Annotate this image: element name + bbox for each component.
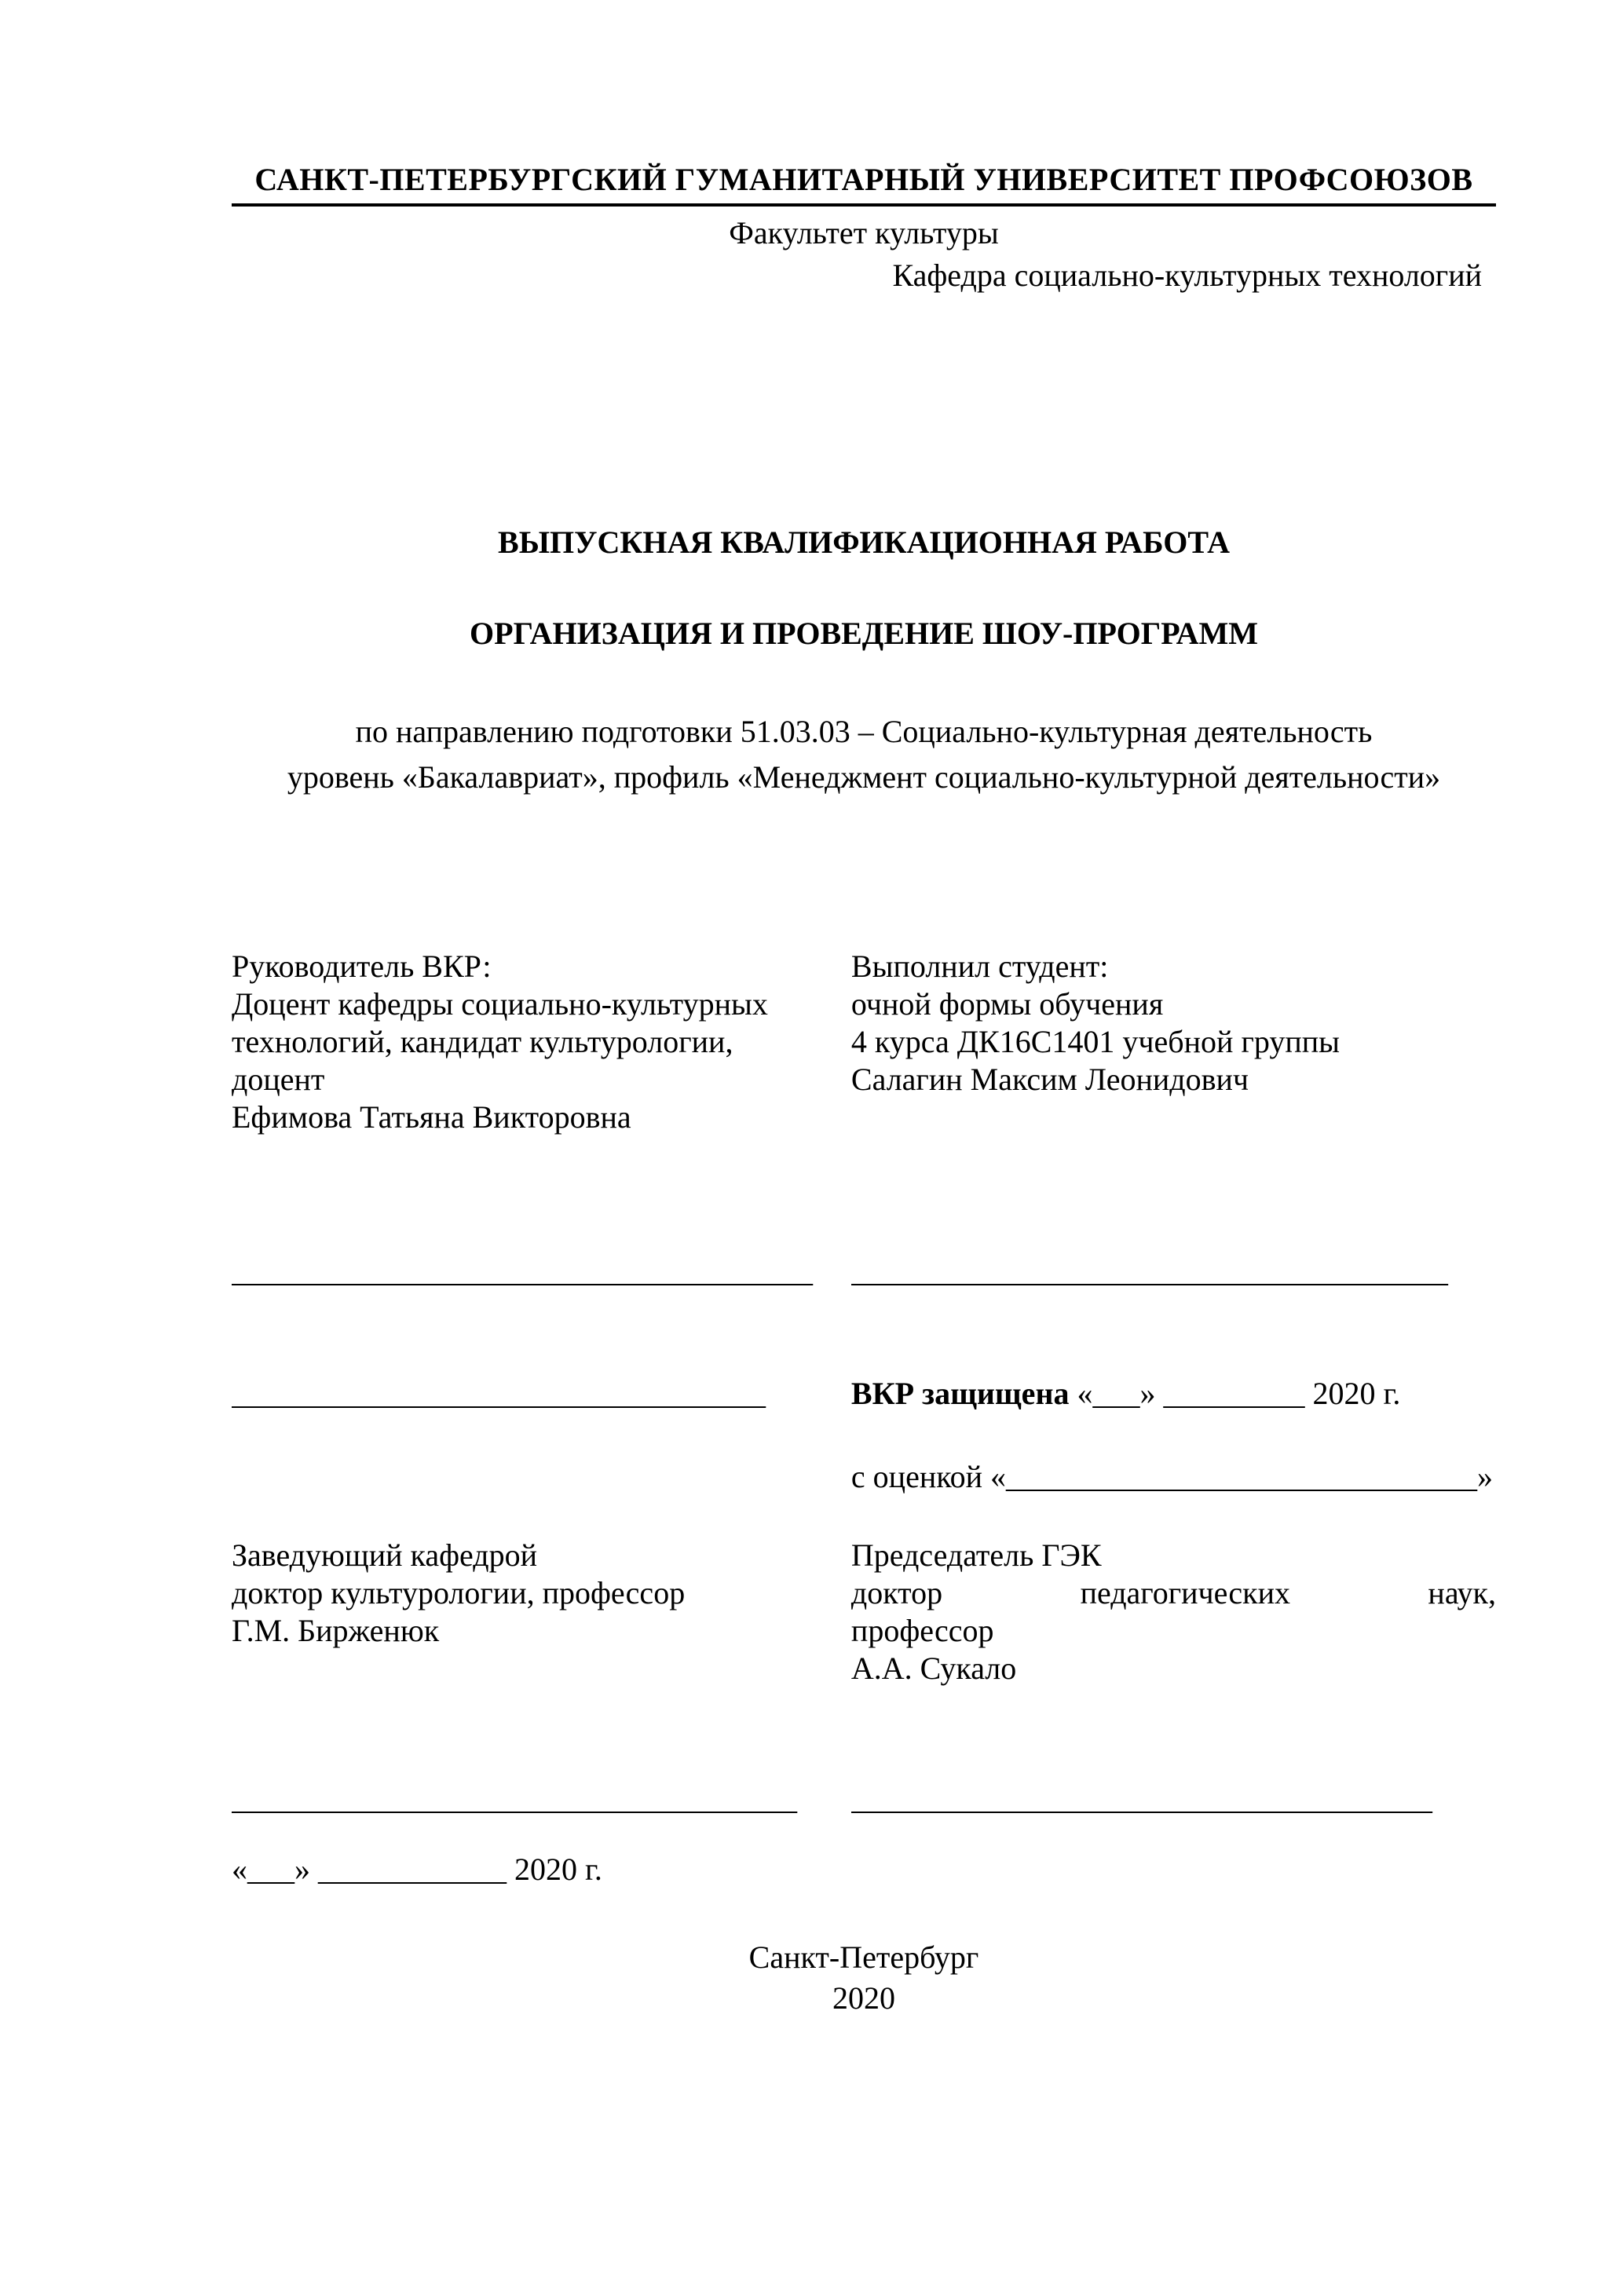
department-head-degree: доктор культурологии, профессор [232, 1575, 686, 1610]
student-study-form: очной формы обучения [850, 986, 1164, 1022]
department-head-signature-line: ____________________________________ [232, 1781, 797, 1816]
defense-date-line [851, 1375, 1496, 1413]
gec-chair-title: Председатель ГЭК [850, 1537, 1102, 1573]
faculty-name: Факультет культуры [729, 215, 999, 250]
university-name: САНКТ-ПЕТЕРБУРГСКИЙ ГУМАНИТАРНЫЙ УНИВЕРСИТЕТ ПРОФСОЮЗОВ [232, 161, 1496, 207]
department-head-block [232, 1537, 814, 1687]
student-group: 4 курса ДК16С1401 учебной группы [850, 1024, 1341, 1059]
title-block [232, 524, 1496, 653]
student-block [851, 948, 1496, 1136]
supervisor-signature-line: _____________________________________ [232, 1253, 813, 1289]
supervisor-block [232, 948, 814, 1136]
supervisor-name: Ефимова Татьяна Викторовна [232, 1099, 631, 1135]
officials-section [232, 1537, 1496, 1687]
department-name: Кафедра социально-культурных технологий [892, 258, 1482, 293]
footer-city: Санкт-Петербург [748, 1940, 979, 1975]
approval-date-line: «___» ____________ 2020 г. [232, 1852, 602, 1887]
supervisor-position: Доцент кафедры социально-культурных технологий, кандидат культурологии, доцент [232, 986, 768, 1097]
defense-label: ВКР защищена [850, 1376, 1070, 1411]
gec-chair-signature-line: _____________________________________ [850, 1781, 1432, 1816]
signature-line-2: __________________________________ [232, 1376, 766, 1411]
gec-chair-degree: доктор педагогических наук, [850, 1575, 1496, 1610]
gec-chair-block [851, 1537, 1496, 1687]
footer-block [232, 1937, 1496, 2019]
grade-row-spacer [232, 1458, 814, 1496]
program-level: уровень «Бакалавриат», профиль «Менеджмент социально-культурной деятельности» [287, 759, 1441, 795]
defense-row [232, 1375, 1496, 1413]
defense-date-blank: «___» _________ 2020 г. [1077, 1376, 1401, 1411]
student-signature-line: ______________________________________ [850, 1253, 1448, 1289]
student-label: Выполнил студент: [850, 949, 1109, 984]
student-name: Салагин Максим Леонидович [850, 1062, 1249, 1097]
work-title: ОРГАНИЗАЦИЯ И ПРОВЕДЕНИЕ ШОУ-ПРОГРАММ [470, 616, 1258, 651]
program-block [232, 709, 1496, 800]
signature-row-1 [232, 1252, 1496, 1290]
work-type: ВЫПУСКНАЯ КВАЛИФИКАЦИОННАЯ РАБОТА [498, 525, 1230, 560]
supervisor-label: Руководитель ВКР: [232, 949, 492, 984]
gec-chair-name: А.А. Сукало [850, 1651, 1017, 1686]
grade-row [232, 1458, 1496, 1496]
grade-line: с оценкой «______________________________» [850, 1459, 1494, 1494]
department-head-name: Г.М. Бирженюк [232, 1613, 440, 1648]
signature-row-2 [232, 1780, 1496, 1818]
program-direction: по направлению подготовки 51.03.03 – Социально-культурная деятельность [355, 714, 1373, 749]
footer-year: 2020 [832, 1980, 895, 2016]
people-section [232, 948, 1496, 1136]
department-head-title: Заведующий кафедрой [232, 1537, 538, 1573]
gec-chair-rank: профессор [850, 1613, 994, 1648]
